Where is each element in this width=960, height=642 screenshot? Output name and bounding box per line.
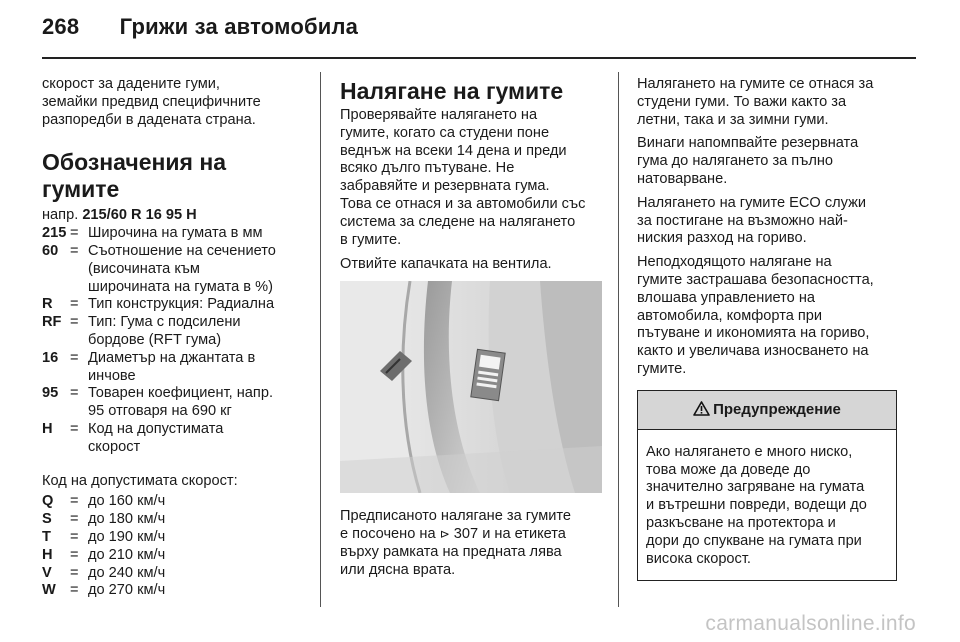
section-heading-tire-markings: Обозначения на гумите [42,149,227,203]
speed-code: S [42,511,52,528]
example-prefix: напр. [42,207,79,224]
speed-code: V [42,564,52,581]
text-line: Неподходящото налягане на [637,254,832,271]
watermark: carmanualsonline.info [705,612,916,635]
definition-term: RF [42,314,62,331]
text-line: и вътрешни повреди, водещи до [646,497,867,514]
text-line: 95 отговаря на 690 кг [88,403,232,420]
speed-code: Q [42,493,54,510]
text-line: Винаги напомпвайте резервната [637,135,859,152]
text-line: пътуване и икономията на гориво, [637,325,870,342]
door-frame-illustration [340,281,602,493]
text-line: система за следене на налягането [340,213,576,230]
example-code: 215/60 R 16 95 H [82,207,197,224]
text-line: гумите застрашава безопасността, [637,271,874,288]
text-line: скорост за дадените гуми, [42,76,220,92]
speed-value: до 210 км/ч [88,546,166,563]
text-line: инчове [88,367,136,384]
definition-equals: = [70,225,79,242]
speed-row [42,547,308,565]
text-line: Товарен коефициент, напр. [88,385,273,402]
page-reference-link[interactable] [440,526,478,542]
column-left [42,76,308,600]
text-line: както и увеличава износването на [637,343,869,360]
definition-equals: = [70,420,79,437]
text-line: влошава управлението на [637,289,815,306]
text-line: бордове (RFT гума) [88,331,222,348]
paragraph [637,135,909,188]
definition-desc [88,296,308,314]
paragraph [637,195,909,248]
paragraph [637,76,909,129]
column-right [637,76,909,581]
text-line: гумите. [637,360,687,377]
speed-value: до 180 км/ч [88,511,166,528]
text-line: Диаметър на джантата в [88,349,256,366]
text-line: ниския разход на гориво. [637,230,807,247]
text-line: Проверявайте налягането на [340,107,538,123]
text-line: това може да доведе до [646,461,811,478]
definition-row [42,243,308,296]
speed-equals: = [70,493,79,510]
definition-row [42,314,308,350]
speed-code: T [42,528,51,545]
text-line: автомобила, комфорта при [637,307,823,324]
speed-code-intro: Код на допустимата скорост: [42,472,238,489]
text-line: гума до налягането за пълно [637,153,834,170]
text-line: разпоредби в дадената страна. [42,111,256,128]
text-line: студени гуми. То важи както за [637,93,847,110]
arrow-right-icon: ⊳ [439,526,450,541]
text-line: Ако налягането е много ниско, [646,443,853,460]
definition-equals: = [70,349,79,366]
page-number: 268 [42,14,80,39]
definition-desc [88,421,308,457]
text-line: гумите, когато са студени поне [340,124,550,141]
definition-equals: = [70,314,79,331]
warning-header [638,391,896,430]
definition-term: H [42,420,53,437]
warning-box [637,390,897,582]
column-divider-2 [618,72,619,607]
definition-row [42,385,308,421]
warning-body [638,430,896,581]
definition-equals: = [70,385,79,402]
photo-caption [340,508,608,579]
text-line: земайки предвид специфичните [42,93,261,110]
speed-row [42,565,308,583]
definition-term: 60 [42,242,59,259]
text-line: е посочено на [340,525,436,542]
section-heading-tire-pressure: Налягане на гумите [340,78,564,104]
text-line: (височината към [88,260,200,277]
page-title: Грижи за автомобила [119,14,359,39]
speed-value: до 240 км/ч [88,564,166,581]
text-line: Налягането на гумите се отнася за [637,76,874,92]
column-divider-1 [320,72,321,607]
text-line: натоварване. [637,170,728,187]
speed-equals: = [70,511,79,528]
speed-value: до 190 км/ч [88,528,166,545]
speed-value: до 160 км/ч [88,493,166,510]
definition-desc [88,314,308,350]
text-line: или дясна врата. [340,561,456,578]
text-line: широчината на гумата в %) [88,278,273,295]
speed-row [42,493,308,511]
definition-row [42,225,308,243]
definitions-list [42,225,308,456]
speed-row [42,582,308,600]
speed-equals: = [70,528,79,545]
text-line: висока скорост. [646,550,751,567]
speed-row [42,529,308,547]
definition-equals: = [70,296,79,313]
speed-code: H [42,546,53,563]
paragraph [637,254,909,379]
text-line: Код на допустимата [88,420,224,437]
text-line: летни, така и за зимни гуми. [637,111,829,128]
paragraph [340,107,608,196]
text-line: скорост [88,438,141,455]
intro-paragraph [42,76,308,129]
speed-equals: = [70,564,79,581]
text-line: Широчина на гумата в мм [88,225,263,242]
door-frame-tire-label-photo [340,281,602,493]
definition-term: 95 [42,385,59,402]
definition-desc [88,350,308,386]
text-line: и на етикета [482,525,566,542]
definition-desc [88,243,308,296]
speed-value: до 270 км/ч [88,582,166,599]
text-line: веднъж на всеки 14 дена и преди [340,142,567,159]
text-line: дори до спукване на гумата при [646,532,862,549]
text-line: за постигане на възможно най- [637,212,848,229]
text-line: в гумите. [340,231,402,248]
definition-term: 16 [42,349,59,366]
text-line: забравяйте и резервната гума. [340,178,550,195]
speed-code-list [42,493,308,600]
header-rule [42,57,916,59]
paragraph: Отвийте капачката на вентила. [340,256,552,273]
definition-term: R [42,296,53,313]
speed-row [42,511,308,529]
speed-equals: = [70,546,79,563]
text-line: Съотношение на сечението [88,242,276,259]
definition-row [42,421,308,457]
definition-row [42,350,308,386]
paragraph [340,196,608,249]
page-header [42,14,358,40]
example-line [42,207,308,225]
definition-equals: = [70,242,79,259]
text-line: Налягането на гумите ECO служи [637,194,867,211]
text-line: Тип: Гума с подсилени [88,314,241,331]
column-middle [340,76,608,579]
text-line: Предписаното налягане за гумите [340,508,572,525]
text-line: Тип конструкция: Радиална [88,296,275,313]
text-line: всяко дълго пътуване. Не [340,160,515,177]
definition-desc [88,225,308,243]
text-line: значително загряване на гумата [646,479,865,496]
definition-row [42,296,308,314]
warning-title: Предупреждение [713,400,841,418]
text-line: Това се отнася и за автомобили със [340,195,586,212]
speed-code: W [42,582,56,599]
definition-desc [88,385,308,421]
page-reference-number: 307 [453,525,479,542]
speed-equals: = [70,582,79,599]
text-line: върху рамката на предната лява [340,543,562,560]
definition-term: 215 [42,225,67,242]
text-line: разкъсване на протектора и [646,514,836,531]
warning-triangle-icon [693,401,710,416]
